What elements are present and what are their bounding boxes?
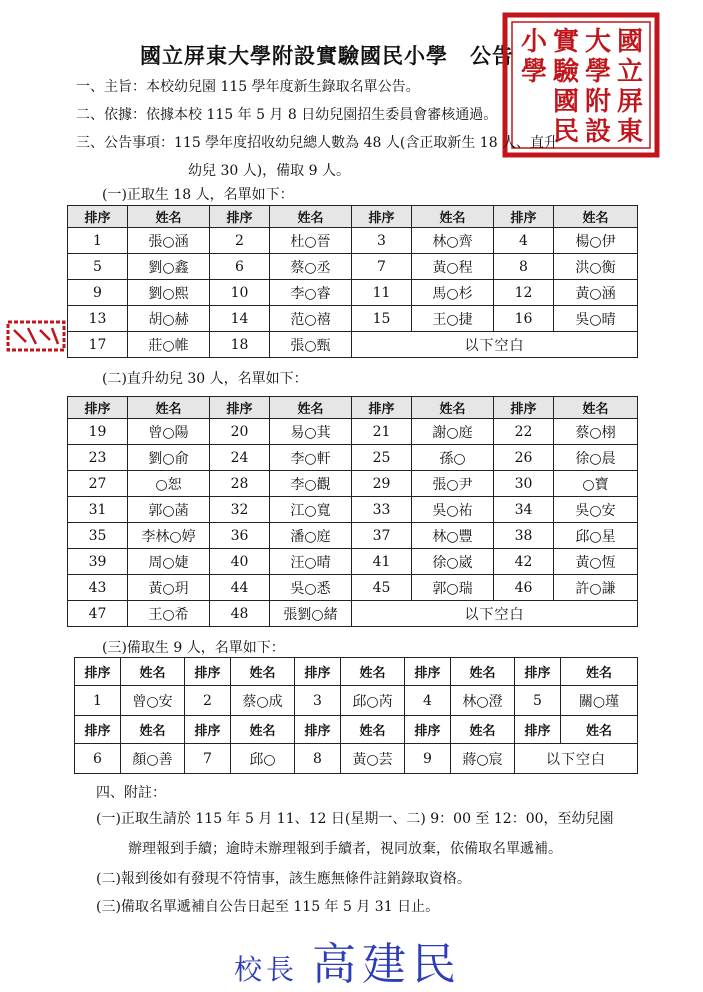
header-name: 姓名: [412, 206, 494, 228]
header-num: 排序: [494, 397, 554, 419]
row-number: 45: [352, 575, 412, 601]
student-name: 張○尹: [412, 471, 494, 497]
row-number: 3: [295, 686, 341, 716]
subject-line: 一、主旨：本校幼兒園 115 學年度新生錄取名單公告。: [76, 79, 420, 95]
row-number: 47: [68, 601, 128, 627]
table-row: [68, 601, 638, 627]
student-name: 曾○陽: [128, 419, 210, 445]
seal-character: 設: [584, 117, 612, 147]
header-num: 排序: [515, 658, 561, 686]
row-number: 10: [210, 280, 270, 306]
student-name: 黃○芸: [341, 744, 405, 774]
table-row: [68, 332, 638, 358]
header-name: 姓名: [270, 397, 352, 419]
row-number: 2: [185, 686, 231, 716]
row-number: 38: [494, 523, 554, 549]
header-name: 姓名: [554, 397, 638, 419]
header-name: 姓名: [121, 716, 185, 744]
student-name: 李○軒: [270, 445, 352, 471]
student-name: 黃○恆: [554, 549, 638, 575]
student-name: 吳○祐: [412, 497, 494, 523]
student-name: 劉○鑫: [128, 254, 210, 280]
header-num: 排序: [295, 716, 341, 744]
row-number: 37: [352, 523, 412, 549]
row-number: 19: [68, 419, 128, 445]
student-name: 潘○庭: [270, 523, 352, 549]
table-row: [75, 744, 638, 774]
header-name: 姓名: [128, 397, 210, 419]
student-name: 莊○帷: [128, 332, 210, 358]
basis-line: 二、依據：依據本校 115 年 5 月 8 日幼兒園招生委員會審核通過。: [76, 107, 498, 123]
row-number: 7: [352, 254, 412, 280]
student-name: 蔣○宸: [451, 744, 515, 774]
row-number: 5: [515, 686, 561, 716]
table-row: [68, 549, 638, 575]
row-number: 42: [494, 549, 554, 575]
group3-label: (三)備取生 9 人，名單如下：: [102, 640, 285, 656]
student-name: 黃○玥: [128, 575, 210, 601]
student-name: 王○希: [128, 601, 210, 627]
row-number: 2: [210, 228, 270, 254]
header-num: 排序: [185, 716, 231, 744]
header-name: 姓名: [341, 658, 405, 686]
header-name: 姓名: [554, 206, 638, 228]
header-row: [75, 716, 638, 744]
row-number: 11: [352, 280, 412, 306]
student-name: 蔡○栩: [554, 419, 638, 445]
row-number: 14: [210, 306, 270, 332]
blank-note: 以下空白: [352, 601, 638, 627]
student-name: 李○觀: [270, 471, 352, 497]
header-name: 姓名: [561, 716, 638, 744]
header-num: 排序: [405, 716, 451, 744]
student-name: 王○捷: [412, 306, 494, 332]
header-name: 姓名: [451, 716, 515, 744]
student-name: 邱○: [231, 744, 295, 774]
table-row: [68, 280, 638, 306]
row-number: 18: [210, 332, 270, 358]
student-name: 馬○杉: [412, 280, 494, 306]
header-num: 排序: [68, 206, 128, 228]
row-number: 28: [210, 471, 270, 497]
student-name: 徐○晨: [554, 445, 638, 471]
student-name: 蔡○成: [231, 686, 295, 716]
header-num: 排序: [210, 206, 270, 228]
header-name: 姓名: [341, 716, 405, 744]
signature-title: 校長: [234, 953, 299, 986]
notice-label: 公告: [470, 43, 514, 68]
row-number: 6: [75, 744, 121, 774]
student-name: 謝○庭: [412, 419, 494, 445]
student-name: 孫○: [412, 445, 494, 471]
student-name: 關○瑾: [561, 686, 638, 716]
header-num: 排序: [494, 206, 554, 228]
row-number: 40: [210, 549, 270, 575]
row-number: 20: [210, 419, 270, 445]
row-number: 32: [210, 497, 270, 523]
seal-character: 附: [584, 87, 612, 117]
header-num: 排序: [68, 397, 128, 419]
header-name: 姓名: [128, 206, 210, 228]
student-name: 吳○安: [554, 497, 638, 523]
row-number: 44: [210, 575, 270, 601]
table-row: [68, 306, 638, 332]
header-name: 姓名: [121, 658, 185, 686]
student-name: 李○睿: [270, 280, 352, 306]
row-number: 9: [68, 280, 128, 306]
header-num: 排序: [515, 716, 561, 744]
notice-line-cont: 幼兒 30 人)，備取 9 人。: [188, 163, 350, 179]
table-row: [68, 471, 638, 497]
student-name: 楊○伊: [554, 228, 638, 254]
principal-signature: [234, 928, 462, 992]
row-number: 4: [494, 228, 554, 254]
seal-character: 學: [584, 57, 612, 87]
table-row: [68, 445, 638, 471]
header-num: 排序: [210, 397, 270, 419]
seal-character: 學: [520, 57, 548, 87]
row-number: 22: [494, 419, 554, 445]
student-name: 林○齊: [412, 228, 494, 254]
student-name: 張劉○緒: [270, 601, 352, 627]
header-row: [68, 206, 638, 228]
student-name: 劉○俞: [128, 445, 210, 471]
student-name: 劉○熙: [128, 280, 210, 306]
row-number: 16: [494, 306, 554, 332]
header-num: 排序: [405, 658, 451, 686]
row-number: 33: [352, 497, 412, 523]
row-number: 48: [210, 601, 270, 627]
student-name: 周○婕: [128, 549, 210, 575]
header-num: 排序: [352, 397, 412, 419]
table-row: [75, 686, 638, 716]
small-seal-icon: [6, 318, 66, 354]
student-name: 許○謙: [554, 575, 638, 601]
student-name: 吳○悉: [270, 575, 352, 601]
seal-character: 實: [552, 27, 580, 57]
seal-character: 小: [520, 27, 548, 57]
row-number: 21: [352, 419, 412, 445]
student-name: 易○萁: [270, 419, 352, 445]
note-3: (三)備取名單遞補自公告日起至 115 年 5 月 31 日止。: [96, 899, 440, 915]
student-name: 張○甄: [270, 332, 352, 358]
row-number: 34: [494, 497, 554, 523]
table-row: [68, 575, 638, 601]
row-number: 26: [494, 445, 554, 471]
header-num: 排序: [75, 658, 121, 686]
student-name: 江○寬: [270, 497, 352, 523]
seal-character: 東: [616, 117, 644, 147]
seal-character: 立: [616, 57, 644, 87]
row-number: 5: [68, 254, 128, 280]
student-name: 顏○善: [121, 744, 185, 774]
note-1: (一)正取生請於 115 年 5 月 11、12 日(星期一、二) 9：00 至 12：00，至幼兒園: [96, 811, 614, 827]
notes-heading: 四、附註：: [96, 785, 166, 801]
waitlist-table: [74, 657, 638, 774]
row-number: 13: [68, 306, 128, 332]
row-number: 23: [68, 445, 128, 471]
row-number: 8: [494, 254, 554, 280]
admitted-table: [67, 205, 638, 358]
row-number: 31: [68, 497, 128, 523]
table-row: [68, 497, 638, 523]
header-row: [68, 397, 638, 419]
row-number: 27: [68, 471, 128, 497]
seal-character: 國: [616, 27, 644, 57]
student-name: 黃○程: [412, 254, 494, 280]
student-name: ○寶: [554, 471, 638, 497]
table-row: [68, 523, 638, 549]
header-name: 姓名: [412, 397, 494, 419]
header-name: 姓名: [231, 716, 295, 744]
student-name: ○恕: [128, 471, 210, 497]
header-name: 姓名: [561, 658, 638, 686]
student-name: 杜○晉: [270, 228, 352, 254]
notice-line: 三、公告事項：115 學年度招收幼兒總人數為 48 人(含正取新生 18 人、直升: [76, 135, 559, 151]
row-number: 17: [68, 332, 128, 358]
row-number: 12: [494, 280, 554, 306]
row-number: 4: [405, 686, 451, 716]
group1-label: (一)正取生 18 人，名單如下：: [102, 187, 294, 203]
row-number: 1: [75, 686, 121, 716]
student-name: 徐○崴: [412, 549, 494, 575]
student-name: 邱○芮: [341, 686, 405, 716]
header-row: [75, 658, 638, 686]
student-name: 林○澄: [451, 686, 515, 716]
seal-character: 大: [584, 27, 612, 57]
seal-character: 屏: [616, 87, 644, 117]
student-name: 范○禧: [270, 306, 352, 332]
row-number: 30: [494, 471, 554, 497]
row-number: 7: [185, 744, 231, 774]
signature-name: 高建民: [312, 939, 463, 990]
student-name: 張○涵: [128, 228, 210, 254]
student-name: 黃○涵: [554, 280, 638, 306]
row-number: 3: [352, 228, 412, 254]
table-row: [68, 254, 638, 280]
student-name: 林○豐: [412, 523, 494, 549]
page-title: [140, 40, 514, 70]
seal-character: 國: [552, 87, 580, 117]
student-name: 汪○晴: [270, 549, 352, 575]
row-number: 1: [68, 228, 128, 254]
note-2: (二)報到後如有發現不符情事，該生應無條件註銷錄取資格。: [96, 871, 471, 887]
student-name: 胡○赫: [128, 306, 210, 332]
row-number: 43: [68, 575, 128, 601]
group2-label: (二)直升幼兒 30 人，名單如下：: [102, 371, 308, 387]
row-number: 29: [352, 471, 412, 497]
header-name: 姓名: [231, 658, 295, 686]
seal-character: 驗: [552, 57, 580, 87]
table-row: [68, 419, 638, 445]
school-name: 國立屏東大學附設實驗國民小學: [140, 43, 448, 68]
row-number: 15: [352, 306, 412, 332]
header-num: 排序: [75, 716, 121, 744]
row-number: 41: [352, 549, 412, 575]
header-name: 姓名: [451, 658, 515, 686]
header-num: 排序: [352, 206, 412, 228]
row-number: 9: [405, 744, 451, 774]
blank-note: 以下空白: [352, 332, 638, 358]
blank-note: 以下空白: [515, 744, 638, 774]
note-1-cont: 辦理報到手續；逾時未辦理報到手續者，視同放棄，依備取名單遞補。: [128, 841, 562, 857]
student-name: 蔡○丞: [270, 254, 352, 280]
row-number: 35: [68, 523, 128, 549]
student-name: 邱○星: [554, 523, 638, 549]
direct-promotion-table: [67, 396, 638, 627]
student-name: 李林○婷: [128, 523, 210, 549]
student-name: 曾○安: [121, 686, 185, 716]
student-name: 洪○衡: [554, 254, 638, 280]
row-number: 25: [352, 445, 412, 471]
table-row: [68, 228, 638, 254]
row-number: 6: [210, 254, 270, 280]
row-number: 46: [494, 575, 554, 601]
student-name: 郭○瑞: [412, 575, 494, 601]
row-number: 39: [68, 549, 128, 575]
header-num: 排序: [185, 658, 231, 686]
student-name: 郭○菡: [128, 497, 210, 523]
row-number: 8: [295, 744, 341, 774]
header-num: 排序: [295, 658, 341, 686]
row-number: 24: [210, 445, 270, 471]
seal-character: 民: [552, 117, 580, 147]
row-number: 36: [210, 523, 270, 549]
student-name: 吳○晴: [554, 306, 638, 332]
header-name: 姓名: [270, 206, 352, 228]
